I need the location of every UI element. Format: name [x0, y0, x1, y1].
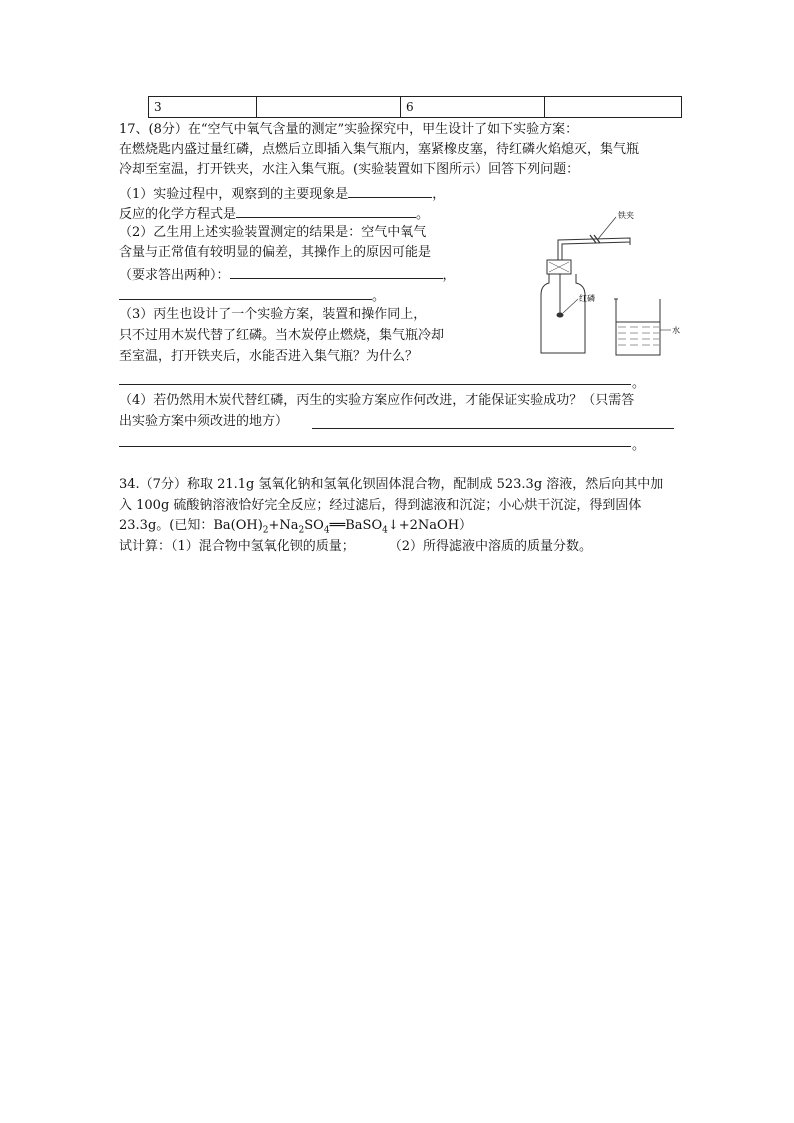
q17-part2-line1: （2）乙生用上述实验装置测定的结果是：空气中氧气	[119, 225, 427, 240]
q34-line3	[119, 518, 472, 539]
formula-part: ↓+2NaOH）	[387, 518, 473, 533]
subscript: 2	[262, 525, 269, 536]
score-table	[148, 96, 682, 118]
q17-part1-equation	[119, 205, 429, 223]
table-cell	[257, 97, 401, 118]
formula-part: 23.3g。(已知：Ba(OH)	[119, 518, 263, 533]
red-phosphorus-icon	[557, 313, 563, 317]
table-cell: 6	[401, 97, 545, 118]
answer-line[interactable]	[312, 428, 674, 429]
formula-part: SO	[304, 518, 324, 533]
subscript: 4	[382, 525, 388, 536]
q17-part4-line1: （4）若仍然用木炭代替红磷，丙生的实验方案应作何改进，才能保证实验成功？（只需答	[119, 393, 635, 408]
q17-intro-2: 冷却至室温，打开铁夹，水注入集气瓶。(实验装置如下图所示）回答下列问题：	[119, 162, 580, 177]
q34-line2: 入 100g 硫酸钠溶液恰好完全反应；经过滤后，得到滤液和沉淀；小心烘干沉淀，得到固体	[119, 498, 642, 513]
q17-part3-line1: （3）丙生也设计了一个实验方案，装置和操作同上，	[119, 307, 427, 322]
q34-task-1: 试计算：（1）混合物中氢氧化钡的质量；	[119, 539, 355, 554]
q17-part1-observation	[119, 185, 445, 203]
q17-part2-text: （要求答出两种）：	[119, 268, 230, 283]
q34-line1: 34.（7分）称取 21.1g 氢氧化钠和氢氧化钡固体混合物，配制成 523.3g 溶液，然后向其中加	[119, 477, 664, 492]
q17-part2-line3	[119, 266, 456, 284]
formula-part: +Na	[268, 518, 299, 533]
subscript: 2	[298, 525, 305, 536]
answer-blank[interactable]	[348, 185, 432, 198]
q17-part3-line2: 只不过用木炭代替了红磷。当木炭停止燃烧，集气瓶冷却	[119, 328, 445, 343]
table-cell	[545, 97, 682, 118]
q17-part2-line4	[119, 287, 385, 305]
answer-blank[interactable]	[230, 266, 443, 279]
subscript: 4	[323, 525, 330, 536]
punct: 。	[632, 438, 646, 453]
apparatus-figure	[530, 205, 690, 360]
table-row	[149, 97, 682, 118]
answer-blank[interactable]	[119, 287, 372, 300]
q34-task-2: （2）所得滤液中溶质的质量分数。	[388, 539, 593, 554]
label-clamp: 铁夹	[618, 211, 634, 220]
answer-line[interactable]	[119, 384, 631, 385]
q34-line4	[119, 539, 592, 555]
punct: 。	[632, 376, 646, 391]
q17-header: 17、(8分）在“空气中氧气含量的测定”实验探究中，甲生设计了如下实验方案：	[119, 122, 579, 137]
answer-line[interactable]	[119, 446, 631, 447]
formula-part: ══BaSO	[329, 518, 383, 533]
q17-part2-line2: 含量与正常值有较明显的偏差，其操作上的原因可能是	[119, 245, 432, 260]
punct: ，	[432, 187, 446, 202]
punct: 。	[372, 289, 386, 304]
label-water: 水	[672, 326, 680, 335]
water-icon	[618, 327, 659, 345]
label-phosphorus: 红磷	[579, 294, 595, 303]
answer-blank[interactable]	[236, 205, 416, 218]
q17-part4-line2: 出实验方案中须改进的地方）	[119, 414, 289, 429]
q17-part1-text: （1）实验过程中，观察到的主要现象是	[119, 187, 349, 202]
q17-intro-1: 在燃烧匙内盛过量红磷，点燃后立即插入集气瓶内，塞紧橡皮塞，待红磷火焰熄灭，集气瓶	[119, 142, 640, 157]
punct: 。	[416, 207, 430, 222]
q17-equation-text: 反应的化学方程式是	[119, 207, 237, 222]
table-cell: 3	[149, 97, 257, 118]
punct: ，	[442, 268, 456, 283]
q17-part3-line3: 至室温，打开铁夹后，水能否进入集气瓶？为什么？	[119, 349, 419, 364]
